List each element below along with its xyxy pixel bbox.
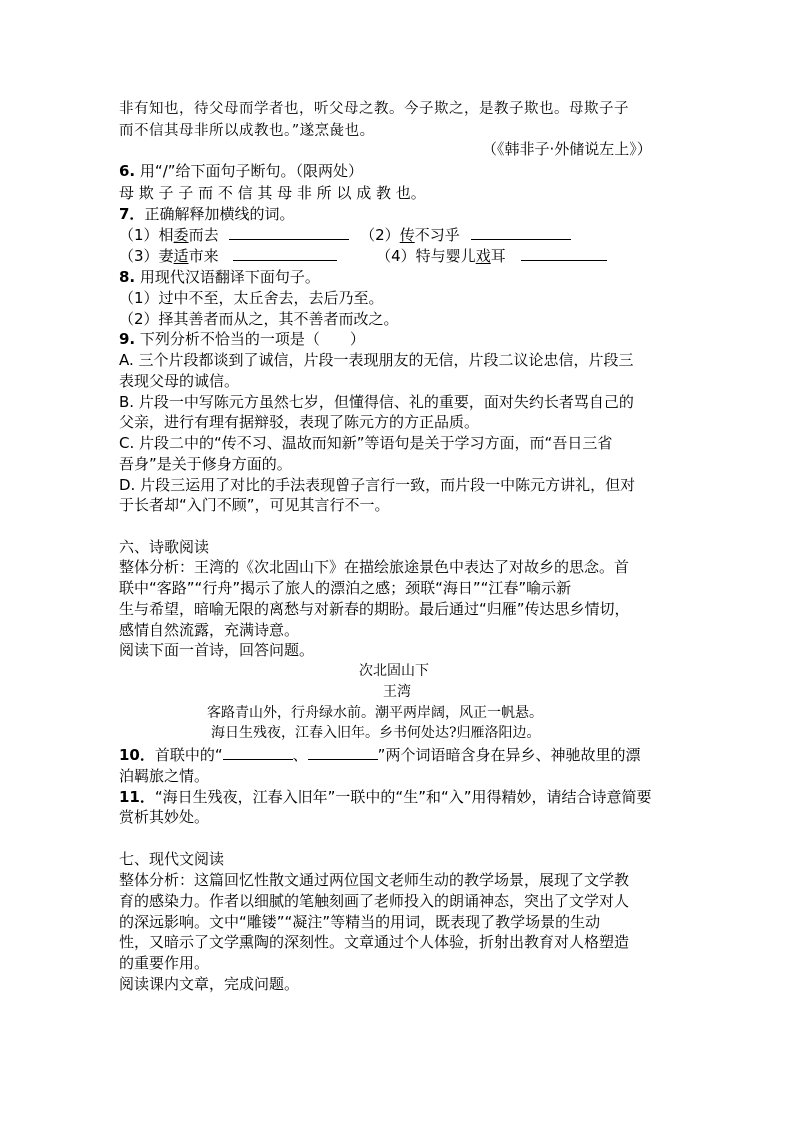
question-number: 6.: [119, 162, 136, 180]
section-7-analysis-3: 的深远影响。文中“雕镂”“凝注”等精当的用词，既表现了教学场景的生动: [119, 913, 601, 931]
section-6-analysis-4: 感情自然流露，充满诗意。: [119, 621, 300, 639]
answer-blank-1[interactable]: [229, 225, 349, 240]
item-4-suffix: 耳: [490, 247, 506, 265]
section-6-prompt: 阅读下面一首诗，回答问题。: [119, 641, 315, 659]
passage-source: （《韩非子·外储说左上》）: [482, 140, 652, 158]
question-8-sentence-1: （1）过中不至，太丘舍去，去后乃至。: [119, 289, 384, 307]
option-d-line-2: 于长者却“入门不顾”，可见其言行不一。: [119, 496, 390, 514]
section-6-analysis-3: 生与希望，暗喻无限的离愁与对新春的期盼。最后通过“归雁”传达思乡情切，: [119, 600, 630, 618]
question-8-sentence-2: （2）择其善者而从之，其不善者而改之。: [119, 310, 399, 328]
item-2-underlined-word: 传: [399, 226, 415, 244]
option-a-line-2: 表现父母的诚信。: [119, 372, 240, 390]
section-6-title: 六、诗歌阅读: [119, 538, 210, 556]
option-b-line-2: 父亲，进行有理有据辩驳，表现了陈元方的方正品质。: [119, 413, 480, 431]
question-number: 7．: [119, 205, 145, 223]
poem-line-1: 客路青山外，行舟绿水前。潮平两岸阔，风正一帆悬。: [207, 705, 543, 721]
item-1-suffix: 而去: [188, 226, 219, 244]
item-2-prefix: （2）: [360, 226, 400, 244]
answer-blank-2[interactable]: [471, 225, 571, 240]
answer-blank-3[interactable]: [233, 246, 337, 261]
option-c-line-1: C. 片段二中的“传不习、温故而知新”等语句是关于学习方面，而“吾日三省: [119, 434, 613, 452]
passage-line-2: 而不信其母非所以成教也。”遂烹彘也。: [119, 123, 375, 139]
question-8: [119, 266, 320, 287]
item-3-prefix: （3）妻: [119, 247, 174, 265]
section-7-analysis-4: 性，又暗示了文学熏陶的深刻性。文章通过个人体验，折射出教育对人格塑造: [119, 933, 630, 951]
question-6-sentence: 母 欺 子 子 而 不 信 其 母 非 所 以 成 教 也。: [119, 184, 426, 202]
option-b-line-1: B. 片段一中写陈元方虽然七岁，但懂得信、礼的重要，面对失约长者骂自己的: [119, 393, 634, 411]
answer-blank-10b[interactable]: [308, 745, 378, 760]
item-2-suffix: 不习乎: [414, 226, 460, 244]
poem-author: 王湾: [383, 684, 411, 700]
item-4-prefix: （4）特与婴儿: [376, 247, 476, 265]
question-number: 11．: [119, 788, 155, 806]
answer-blank-4[interactable]: [521, 246, 607, 261]
question-text: 用现代汉语翻译下面句子。: [139, 268, 320, 286]
answer-blank-10a[interactable]: [223, 745, 293, 760]
option-a-line-1: A. 三个片段都谈到了诚信，片段一表现朋友的无信，片段二议论忠信，片段三: [119, 351, 634, 369]
question-6: [119, 160, 363, 181]
question-9: [119, 328, 365, 349]
question-text-prefix: 首联中的“: [154, 746, 223, 764]
question-7: [119, 203, 294, 224]
question-7-row-2: [119, 245, 607, 266]
separator: 、: [292, 746, 308, 764]
question-text-suffix: ”两个词语暗含身在异乡、神驰故里的漂: [377, 746, 641, 764]
section-7-analysis-5: 的重要作用。: [119, 954, 210, 972]
question-11: [119, 786, 652, 807]
question-7-row-1: [119, 224, 571, 245]
item-1-prefix: （1）相: [119, 226, 174, 244]
item-1-underlined-word: 委: [173, 226, 189, 244]
question-number: 9.: [119, 330, 136, 348]
item-3-suffix: 市来: [188, 247, 219, 265]
question-text: “海日生残夜，江春入旧年”一联中的“生”和“入”用得精妙，请结合诗意简要: [154, 788, 652, 806]
question-10: [119, 744, 640, 765]
question-text: 用“/”给下面句子断句。（限两处）: [139, 162, 364, 180]
question-10-line-2: 泊羁旅之情。: [119, 767, 210, 785]
poem-line-2: 海日生残夜，江春入旧年。乡书何处达?归雁洛阳边。: [211, 725, 541, 741]
item-3-underlined-word: 适: [173, 247, 189, 265]
question-11-line-2: 赏析其妙处。: [119, 808, 210, 826]
section-7-analysis-1: 整体分析：这篇回忆性散文通过两位国文老师生动的教学场景，展现了文学教: [119, 871, 630, 889]
section-7-title: 七、现代文阅读: [119, 850, 225, 868]
option-c-line-2: 吾身”是关于修身方面的。: [119, 455, 292, 473]
section-7-prompt: 阅读课内文章，完成问题。: [119, 975, 300, 993]
question-text: 正确解释加横线的词。: [144, 205, 295, 223]
poem-title: 次北固山下: [359, 663, 429, 679]
item-4-underlined-word: 戏: [475, 247, 491, 265]
question-text: 下列分析不恰当的一项是（ ）: [139, 330, 365, 348]
option-d-line-1: D. 片段三运用了对比的手法表现曾子言行一致，而片段一中陈元方讲礼，但对: [119, 476, 636, 494]
question-number: 10．: [119, 746, 155, 764]
section-7-analysis-2: 育的感染力。作者以细腻的笔触刻画了老师投入的朗诵神态，突出了文学对人: [119, 892, 630, 910]
section-6-analysis-1: 整体分析：王湾的《次北固山下》在描绘旅途景色中表达了对故乡的思念。首: [119, 558, 630, 576]
section-6-analysis-2: 联中“客路”“行舟”揭示了旅人的漂泊之感；颈联“海日”“江春”喻示新: [119, 579, 572, 597]
passage-line-1: 非有知也，待父母而学者也，听父母之教。今子欺之，是教子欺也。母欺子子: [119, 101, 629, 117]
question-number: 8.: [119, 268, 136, 286]
